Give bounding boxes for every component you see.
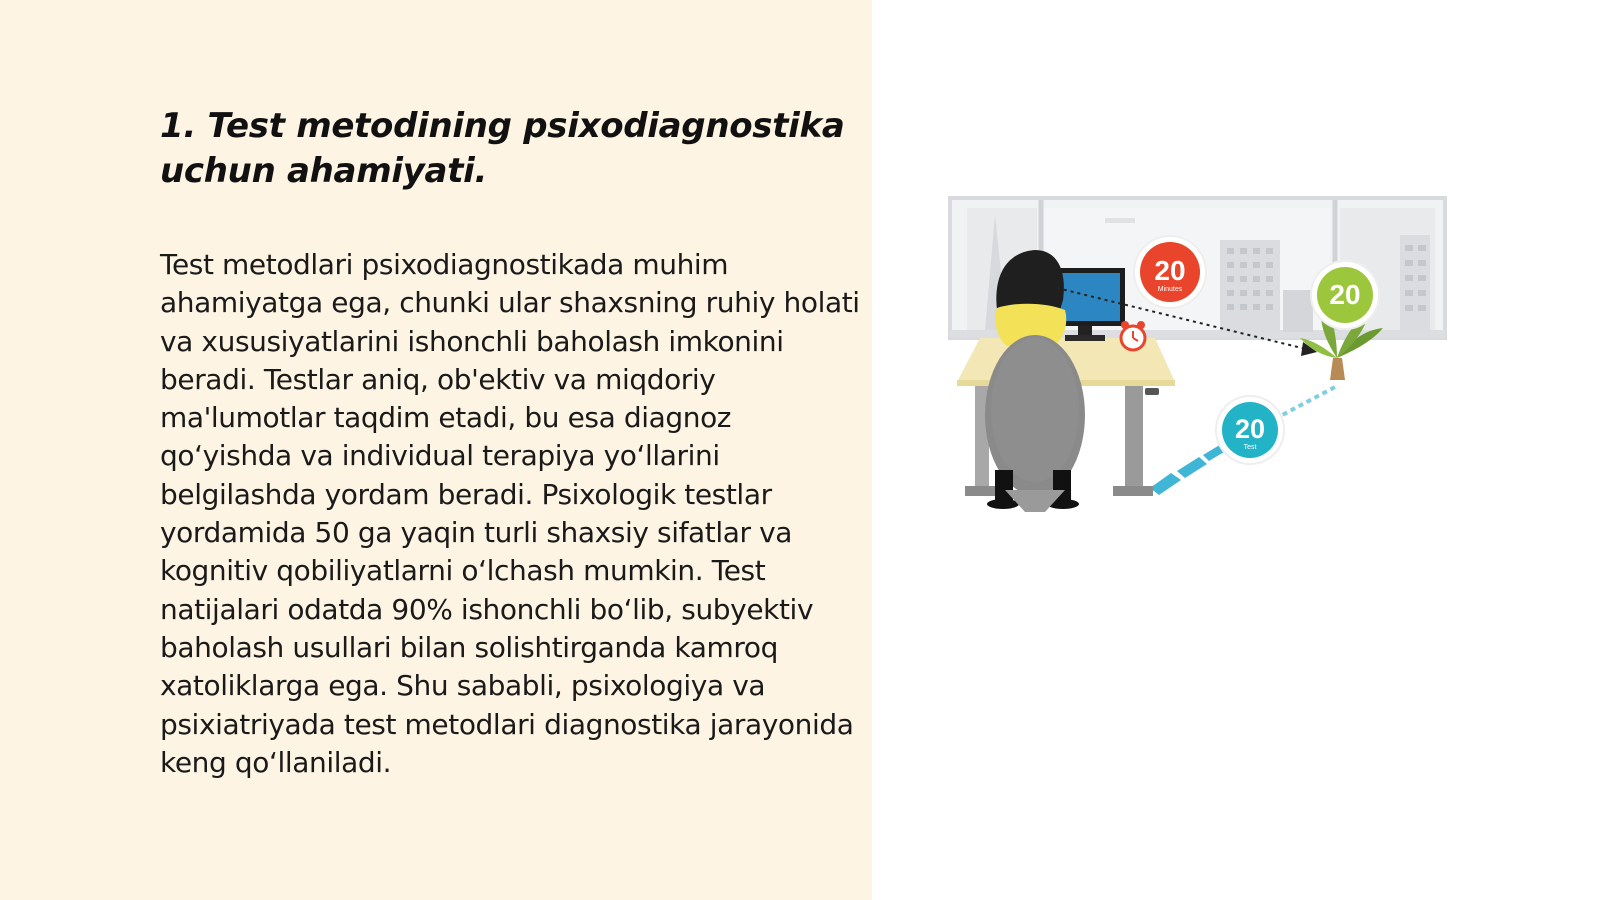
test-illustration <box>945 190 1455 530</box>
slide-body-text: Test metodlari psixodiagnostikada muhim ahamiyatga ega, chunki ular shaxsning ruhiy holati va xususiyatlarini ishonchli baholash imkonini beradi. Testlar aniq, ob'ektiv va miqdoriy ma'lumotlar taqdim etadi, bu esa diagnoz qo‘yishda va individual terapiya yo‘llarini belgilashda yordam beradi. Psixologik testlar yordamida 50 ga yaqin turli shaxsiy sifatlar va kognitiv qobiliyatlarni o‘lchash mumkin. Test natijalari odatda 90% ishonchli bo‘lib, subyektiv baholash usullari bilan solishtirganda kamroq xatoliklarga ega. Shu sababli, psixologiya va psixiatriyada test metodlari diagnostika jarayonida keng qo‘llaniladi. <box>160 248 860 779</box>
alarm-clock-icon <box>1121 321 1145 350</box>
goal-badge <box>1311 261 1379 329</box>
slide-title: 1. Test metodining psixodiagnostika uchun ahamiyati. <box>160 106 845 191</box>
test-badge <box>1216 396 1284 464</box>
minutes-badge-caption: Minutes <box>1157 286 1183 293</box>
test-badge-caption: Test <box>1243 444 1257 451</box>
test-badge-number: 20 <box>1234 414 1266 444</box>
minutes-badge-number: 20 <box>1154 255 1186 286</box>
goal-badge-number: 20 <box>1329 279 1361 310</box>
minutes-badge <box>1134 236 1206 308</box>
